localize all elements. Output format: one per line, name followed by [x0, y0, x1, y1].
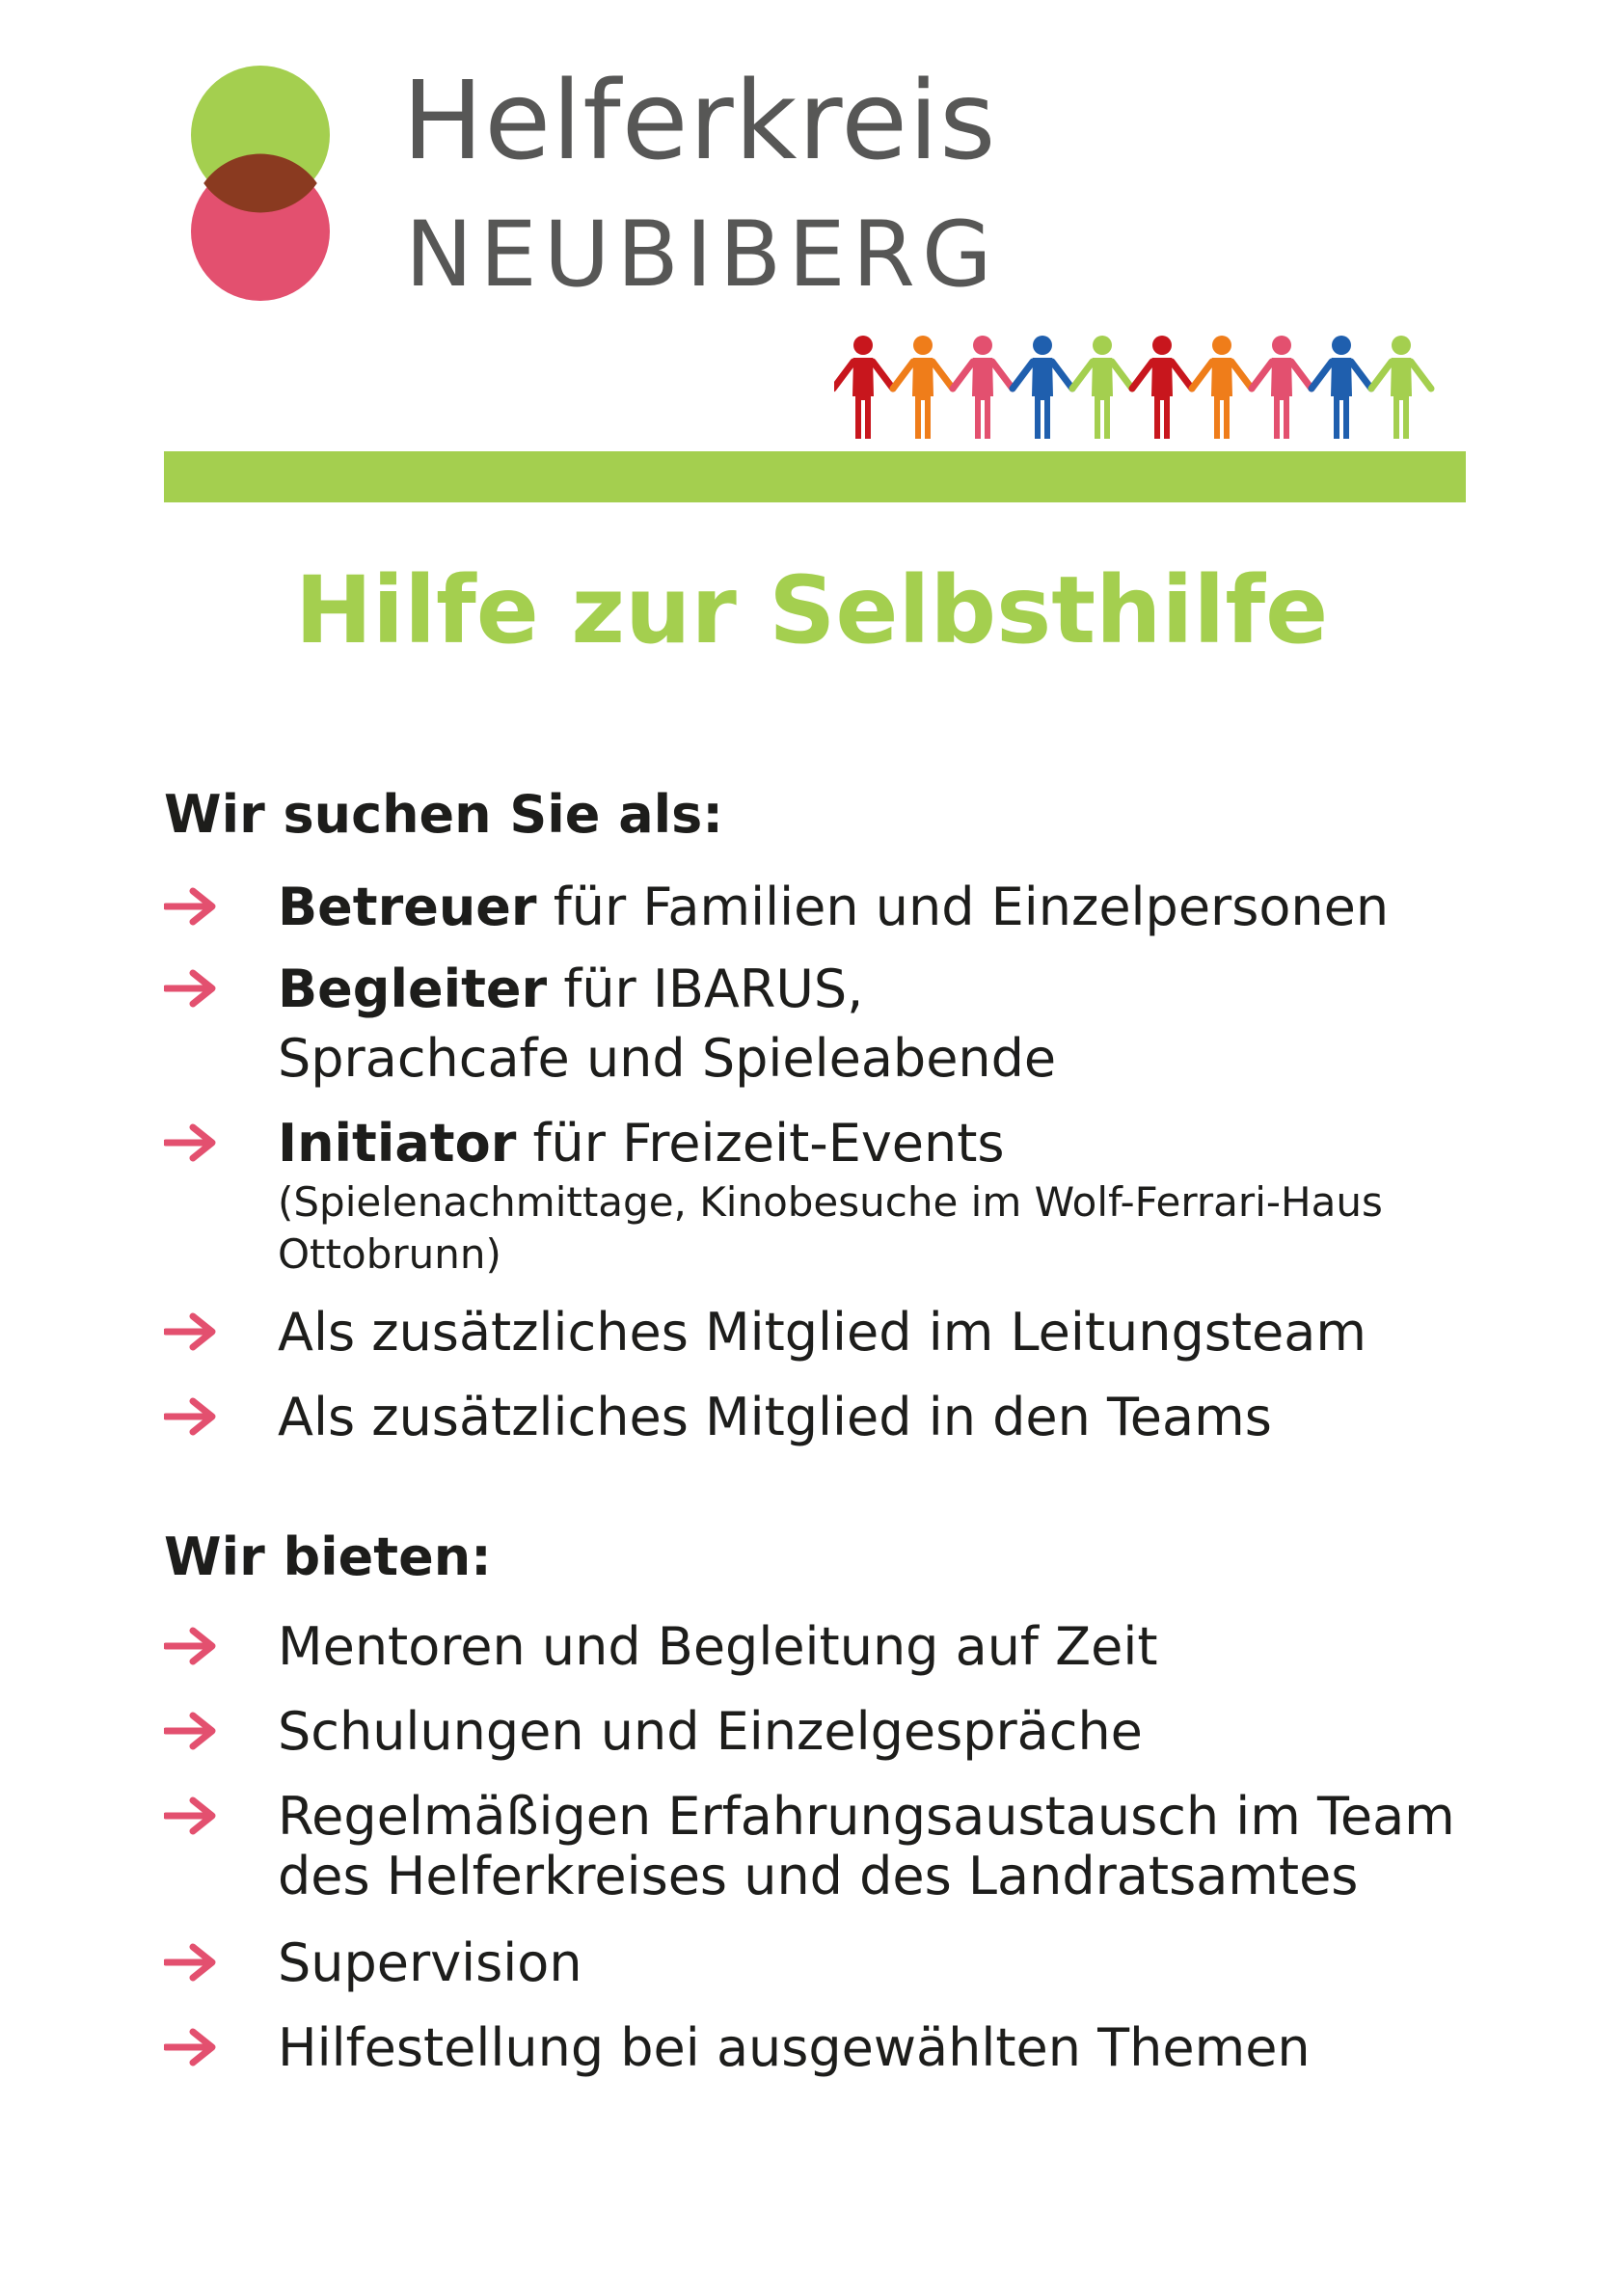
person-figure: [1132, 336, 1192, 439]
green-divider-bar: [164, 451, 1466, 502]
arrow-right-icon: [164, 1942, 220, 1983]
person-figure: [1371, 336, 1431, 439]
list-item-text: Initiator für Freizeit-Events: [278, 1113, 1005, 1174]
list-item-text: Schulungen und Einzelgespräche: [278, 1701, 1143, 1762]
list-item: [164, 1782, 1475, 1907]
person-figure: [953, 336, 1013, 439]
list-item-text: Betreuer für Familien und Einzelpersonen: [278, 877, 1390, 937]
list-item-text: Als zusätzliches Mitglied im Leitungsteam: [278, 1302, 1366, 1363]
brand-location: NEUBIBERG: [405, 203, 999, 308]
list-item: [164, 2013, 1475, 2083]
arrow-right-icon: [164, 1711, 220, 1751]
arrow-right-icon: [164, 1122, 220, 1163]
arrow-right-icon: [164, 1311, 220, 1352]
list-item-text: Begleiter für IBARUS,: [278, 959, 864, 1019]
person-figure: [1252, 336, 1312, 439]
brand-name: Helferkreis: [402, 59, 997, 184]
people-chain-icon: [834, 333, 1451, 441]
overlapping-circles-logo-icon: [183, 58, 338, 309]
arrow-right-icon: [164, 1396, 220, 1437]
person-figure: [1192, 336, 1252, 439]
list-item-note: (Spielenachmittage, Kinobesuche im Wolf-Ferrari-Haus: [278, 1178, 1383, 1226]
arrow-right-icon: [164, 1796, 220, 1836]
person-figure: [893, 336, 953, 439]
arrow-right-icon: [164, 968, 220, 1009]
person-figure: [1312, 336, 1371, 439]
list-item: [164, 873, 1475, 942]
arrow-right-icon: [164, 1626, 220, 1666]
person-figure: [1072, 336, 1132, 439]
list-item-text: Supervision: [278, 1932, 582, 1993]
section-title-seeking: Wir suchen Sie als:: [164, 784, 723, 845]
section-title-offering: Wir bieten:: [164, 1526, 492, 1587]
arrow-right-icon: [164, 2027, 220, 2067]
list-item: [164, 1109, 1475, 1283]
arrow-right-icon: [164, 886, 220, 927]
person-figure: [1013, 336, 1072, 439]
list-item: [164, 1929, 1475, 1998]
person-figure: [834, 336, 893, 439]
list-item-text: Regelmäßigen Erfahrungsaustausch im Team: [278, 1786, 1455, 1847]
list-item: [164, 1298, 1475, 1367]
list-item: [164, 1697, 1475, 1767]
list-item-text: Als zusätzliches Mitglied in den Teams: [278, 1387, 1272, 1447]
headline: Hilfe zur Selbsthilfe: [294, 556, 1329, 664]
list-item-text: Hilfestellung bei ausgewählten Themen: [278, 2017, 1311, 2078]
list-item-text: Mentoren und Begleitung auf Zeit: [278, 1616, 1158, 1677]
list-item: [164, 1383, 1475, 1452]
list-item: [164, 1612, 1475, 1682]
list-item: [164, 955, 1475, 1094]
list-item-text-line2: Sprachcafe und Spieleabende: [278, 1028, 1057, 1089]
list-item-text-line2: des Helferkreises und des Landratsamtes: [278, 1846, 1359, 1906]
list-item-note-line2: Ottobrunn): [278, 1230, 501, 1278]
